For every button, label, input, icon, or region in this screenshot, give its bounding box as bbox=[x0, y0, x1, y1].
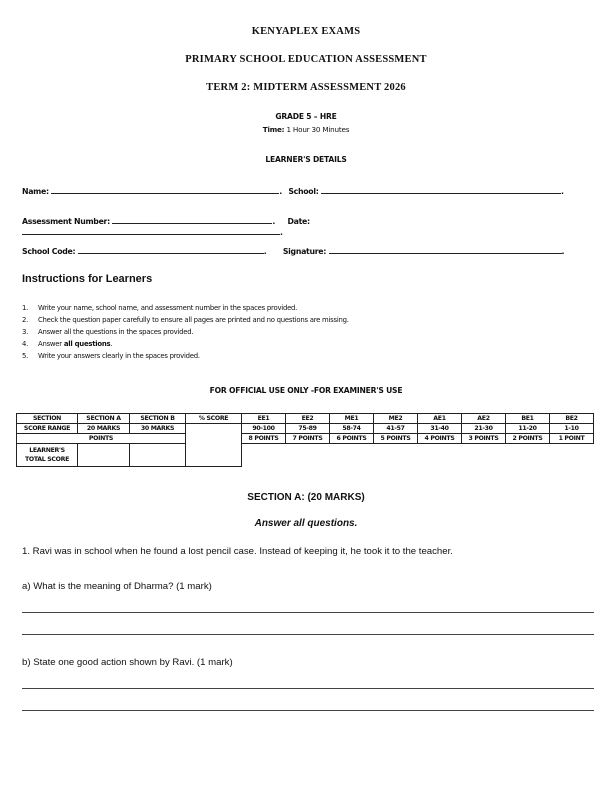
section-a-subtitle: Answer all questions. bbox=[254, 518, 358, 529]
school-code-label: School Code: bbox=[22, 247, 76, 256]
name-school-row: Name: . School: . bbox=[22, 187, 564, 196]
instruction-item: 1. Write your name, school name, and assessment number in the spaces provided. bbox=[22, 304, 298, 312]
school-code-field[interactable] bbox=[78, 245, 264, 254]
section-a-score-cell[interactable] bbox=[78, 444, 130, 467]
time-line bbox=[0, 125, 612, 134]
signature-label: Signature: bbox=[282, 247, 327, 256]
assessment-number-field[interactable] bbox=[112, 215, 272, 224]
time-label: Time: bbox=[262, 125, 285, 134]
table-row: SCORE RANGE 20 MARKS 30 MARKS 90-100 75-89 58-74 41-57 31-40 21-30 11-20 1-10 bbox=[17, 424, 594, 434]
answer-line[interactable] bbox=[22, 710, 594, 711]
code-signature-row: School Code: . Signature: . bbox=[22, 247, 565, 256]
question-1a: a) What is the meaning of Dharma? (1 mark) bbox=[22, 581, 212, 592]
org-title: KENYAPLEX EXAMS bbox=[251, 26, 361, 37]
official-use-title: FOR OFFICIAL USE ONLY -FOR EXAMINER'S USE bbox=[209, 386, 403, 395]
term-title: TERM 2: MIDTERM ASSESSMENT 2026 bbox=[206, 82, 406, 93]
date-field[interactable] bbox=[22, 226, 280, 235]
table-row: POINTS 8 POINTS 7 POINTS 6 POINTS 5 POINTS 4 POINTS 3 POINTS 2 POINTS 1 POINT bbox=[17, 434, 594, 444]
section-b-score-cell[interactable] bbox=[130, 444, 186, 467]
instruction-item: 5. Write your answers clearly in the spaces provided. bbox=[22, 352, 200, 360]
answer-line[interactable] bbox=[22, 612, 594, 613]
school-field[interactable] bbox=[321, 185, 561, 194]
instruction-item: 4. Answer all questions. bbox=[22, 340, 113, 348]
name-label: Name: bbox=[22, 187, 49, 196]
assessment-number-label: Assessment Number: bbox=[22, 217, 110, 226]
instruction-item: 2. Check the question paper carefully to ensure all pages are printed and no questions are missing. bbox=[22, 316, 349, 324]
question-1b: b) State one good action shown by Ravi. (1 mark) bbox=[22, 657, 233, 668]
instruction-item: 3. Answer all the questions in the spaces provided. bbox=[22, 328, 194, 336]
time-value: 1 Hour 30 Minutes bbox=[286, 125, 350, 134]
percent-score-cell[interactable] bbox=[186, 424, 242, 467]
section-a-title: SECTION A: (20 MARKS) bbox=[247, 492, 365, 503]
learner-total-label: LEARNER'S TOTAL SCORE bbox=[17, 444, 78, 467]
name-field[interactable] bbox=[51, 185, 279, 194]
assessment-title: PRIMARY SCHOOL EDUCATION ASSESSMENT bbox=[185, 54, 427, 65]
table-row bbox=[17, 444, 594, 467]
date-label: Date: bbox=[287, 217, 310, 226]
answer-line[interactable] bbox=[22, 634, 594, 635]
signature-field[interactable] bbox=[329, 245, 562, 254]
assessment-date-row: Assessment Number: . Date: . bbox=[22, 217, 310, 237]
score-table bbox=[16, 413, 594, 467]
instructions-title: Instructions for Learners bbox=[22, 273, 153, 285]
learner-details-title: LEARNER'S DETAILS bbox=[265, 155, 347, 164]
answer-line[interactable] bbox=[22, 688, 594, 689]
school-label: School: bbox=[288, 187, 319, 196]
question-1-stem: 1. Ravi was in school when he found a lost pencil case. Instead of keeping it, he took it to the teacher. bbox=[22, 546, 453, 557]
grade-label: GRADE 5 – HRE bbox=[275, 112, 337, 121]
table-row: SECTION SECTION A SECTION B % SCORE EE1 EE2 ME1 ME2 AE1 AE2 BE1 BE2 bbox=[17, 414, 594, 424]
